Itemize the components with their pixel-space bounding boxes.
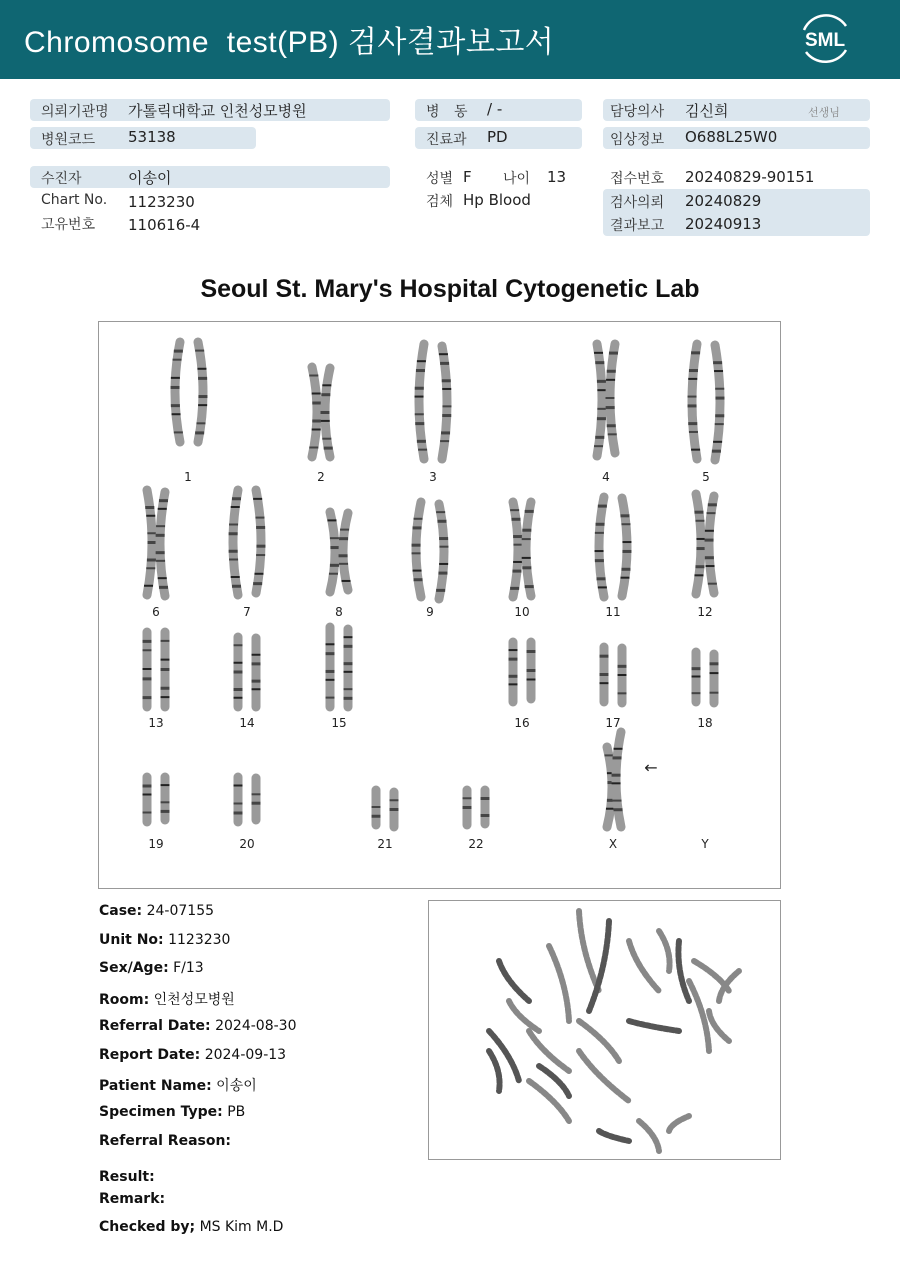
referral-date-row: Referral Date: 2024-08-30: [99, 1018, 297, 1034]
patient-name-row: Patient Name: 이송이: [99, 1078, 257, 1094]
age-label: 나이: [503, 171, 531, 187]
chromosome-pair-18: [692, 652, 719, 703]
chromosome-label-Y: Y: [701, 837, 709, 851]
unit-row: Unit No: 1123230: [99, 932, 231, 948]
metaphase-chromosome: [678, 941, 689, 1001]
chart-label: Chart No.: [41, 192, 108, 208]
chromosome-label-21: 21: [377, 837, 393, 851]
metaphase-chromosome: [489, 1051, 500, 1091]
result-row: Result:: [99, 1169, 155, 1185]
hospital-code-label: 병원코드: [41, 132, 96, 148]
ward-label: 병 동: [426, 104, 468, 120]
unique-no: 110616-4: [128, 216, 201, 234]
report-label: 결과보고: [610, 218, 665, 234]
chromosome-pair-11: [595, 497, 632, 597]
chromosome-label-7: 7: [243, 605, 251, 619]
sex-label: 성별: [426, 171, 454, 187]
doctor-suffix: 선생님: [808, 106, 840, 119]
patient-label: 수진자: [41, 171, 82, 187]
chromosome-pair-17: [600, 647, 627, 703]
chromosome-pair-22: [463, 790, 490, 825]
patient-name: 이송이: [128, 169, 172, 187]
metaphase-chromosome: [639, 1121, 659, 1151]
room-row: Room: 인천성모병원: [99, 992, 235, 1008]
metaphase-spread: [428, 900, 781, 1160]
specimen-label: 검체: [426, 194, 454, 210]
age: 13: [547, 168, 567, 186]
chromosome-pair-9: [412, 502, 449, 599]
chromosome-pair-1: [171, 342, 208, 442]
karyogram: [98, 321, 781, 889]
chromosome-label-15: 15: [331, 716, 347, 730]
chromosome-label-14: 14: [239, 716, 255, 730]
metaphase-chromosome: [599, 1131, 629, 1141]
chromosome-label-2: 2: [317, 470, 325, 484]
chromosome-pair-3: [415, 344, 452, 459]
chromosome-label-12: 12: [697, 605, 713, 619]
doctor-label: 담당의사: [610, 104, 665, 120]
clinical-info: O688L25W0: [685, 128, 778, 146]
chromosome-pair-8: [327, 512, 350, 592]
clinical-label: 임상정보: [610, 132, 665, 148]
request-label: 검사의뢰: [610, 195, 665, 211]
sml-logo-text: SML: [804, 30, 846, 51]
chromosome-pair-12: [694, 494, 716, 594]
chromosome-label-4: 4: [602, 470, 610, 484]
chromosome-label-8: 8: [335, 605, 343, 619]
referral-reason-row: Referral Reason:: [99, 1133, 232, 1149]
chromosome-label-20: 20: [239, 837, 255, 851]
remark-row: Remark:: [99, 1191, 166, 1207]
metaphase-chromosome: [629, 1021, 679, 1031]
metaphase-chromosome: [579, 911, 599, 991]
chromosome-pair-20: [234, 777, 261, 822]
metaphase-chromosome: [659, 931, 670, 971]
ward: / -: [487, 100, 503, 118]
chromosome-label-22: 22: [468, 837, 484, 851]
chromosome-pair-5: [688, 344, 725, 460]
receipt-label: 접수번호: [610, 171, 665, 187]
chromosome-pair-16: [509, 642, 536, 702]
report-date: 20240913: [685, 215, 762, 233]
chromosome-pair-X: [604, 732, 622, 827]
metaphase-chromosome: [579, 1051, 629, 1101]
requesting-org: 가톨릭대학교 인천성모병원: [128, 102, 307, 120]
metaphase-chromosome: [629, 941, 659, 991]
specimen: Hp Blood: [463, 191, 531, 209]
chromosome-label-13: 13: [148, 716, 164, 730]
chromosome-label-X: X: [608, 837, 618, 851]
report-title: Chromosome test(PB) 검사결과보고서: [24, 26, 555, 59]
metaphase-image: [429, 901, 780, 1159]
chromosome-label-19: 19: [148, 837, 164, 851]
case-row: Case: 24-07155: [99, 903, 215, 919]
chromosome-label-16: 16: [514, 716, 530, 730]
chromosome-pair-2: [309, 367, 332, 457]
chromosome-label-5: 5: [702, 470, 710, 484]
chromosome-pair-13: [143, 632, 170, 707]
metaphase-chromosome: [509, 1001, 539, 1031]
chromosome-label-3: 3: [429, 470, 437, 484]
report-date-row: Report Date: 2024-09-13: [99, 1047, 287, 1063]
sml-logo: [796, 12, 854, 66]
chromosome-pair-7: [229, 490, 266, 595]
chromosome-pair-14: [234, 637, 261, 707]
metaphase-chromosome: [689, 981, 709, 1051]
chromosome-label-10: 10: [514, 605, 530, 619]
chromosome-pair-19: [143, 777, 170, 822]
doctor: 김신희: [685, 102, 729, 120]
metaphase-chromosome: [549, 946, 569, 1021]
dept-label: 진료과: [426, 132, 467, 148]
chromosome-label-11: 11: [605, 605, 621, 619]
metaphase-chromosome: [669, 1116, 689, 1131]
patient-band: [30, 166, 390, 188]
hospital-code: 53138: [128, 128, 176, 146]
receipt-no: 20240829-90151: [685, 168, 815, 186]
chromosome-label-9: 9: [426, 605, 434, 619]
requesting-org-label: 의뢰기관명: [41, 104, 109, 120]
sex: F: [463, 168, 472, 186]
chromosome-pair-4: [594, 344, 618, 456]
lab-title: Seoul St. Mary's Hospital Cytogenetic Lab: [200, 275, 700, 303]
chromosome-pair-6: [144, 490, 168, 596]
chromosome-label-17: 17: [605, 716, 621, 730]
metaphase-chromosome: [529, 1031, 569, 1071]
chromosome-label-18: 18: [697, 716, 713, 730]
chromosome-label-6: 6: [152, 605, 160, 619]
dept: PD: [487, 128, 508, 146]
chart-no: 1123230: [128, 193, 195, 211]
chromosome-label-1: 1: [184, 470, 192, 484]
checked-row: Checked by; MS Kim M.D: [99, 1219, 284, 1235]
unique-label: 고유번호: [41, 217, 96, 233]
chromosome-pair-15: [326, 627, 353, 707]
chromosome-pair-10: [510, 502, 534, 597]
report-header: [0, 0, 900, 79]
metaphase-chromosome: [709, 1011, 729, 1041]
sexage-row: Sex/Age: F/13: [99, 960, 204, 976]
request-date: 20240829: [685, 192, 762, 210]
x-abnormality-arrow: ←: [644, 758, 658, 777]
chromosome-pair-21: [372, 790, 399, 827]
metaphase-chromosome: [499, 961, 529, 1001]
specimen-type-row: Specimen Type: PB: [99, 1104, 246, 1120]
